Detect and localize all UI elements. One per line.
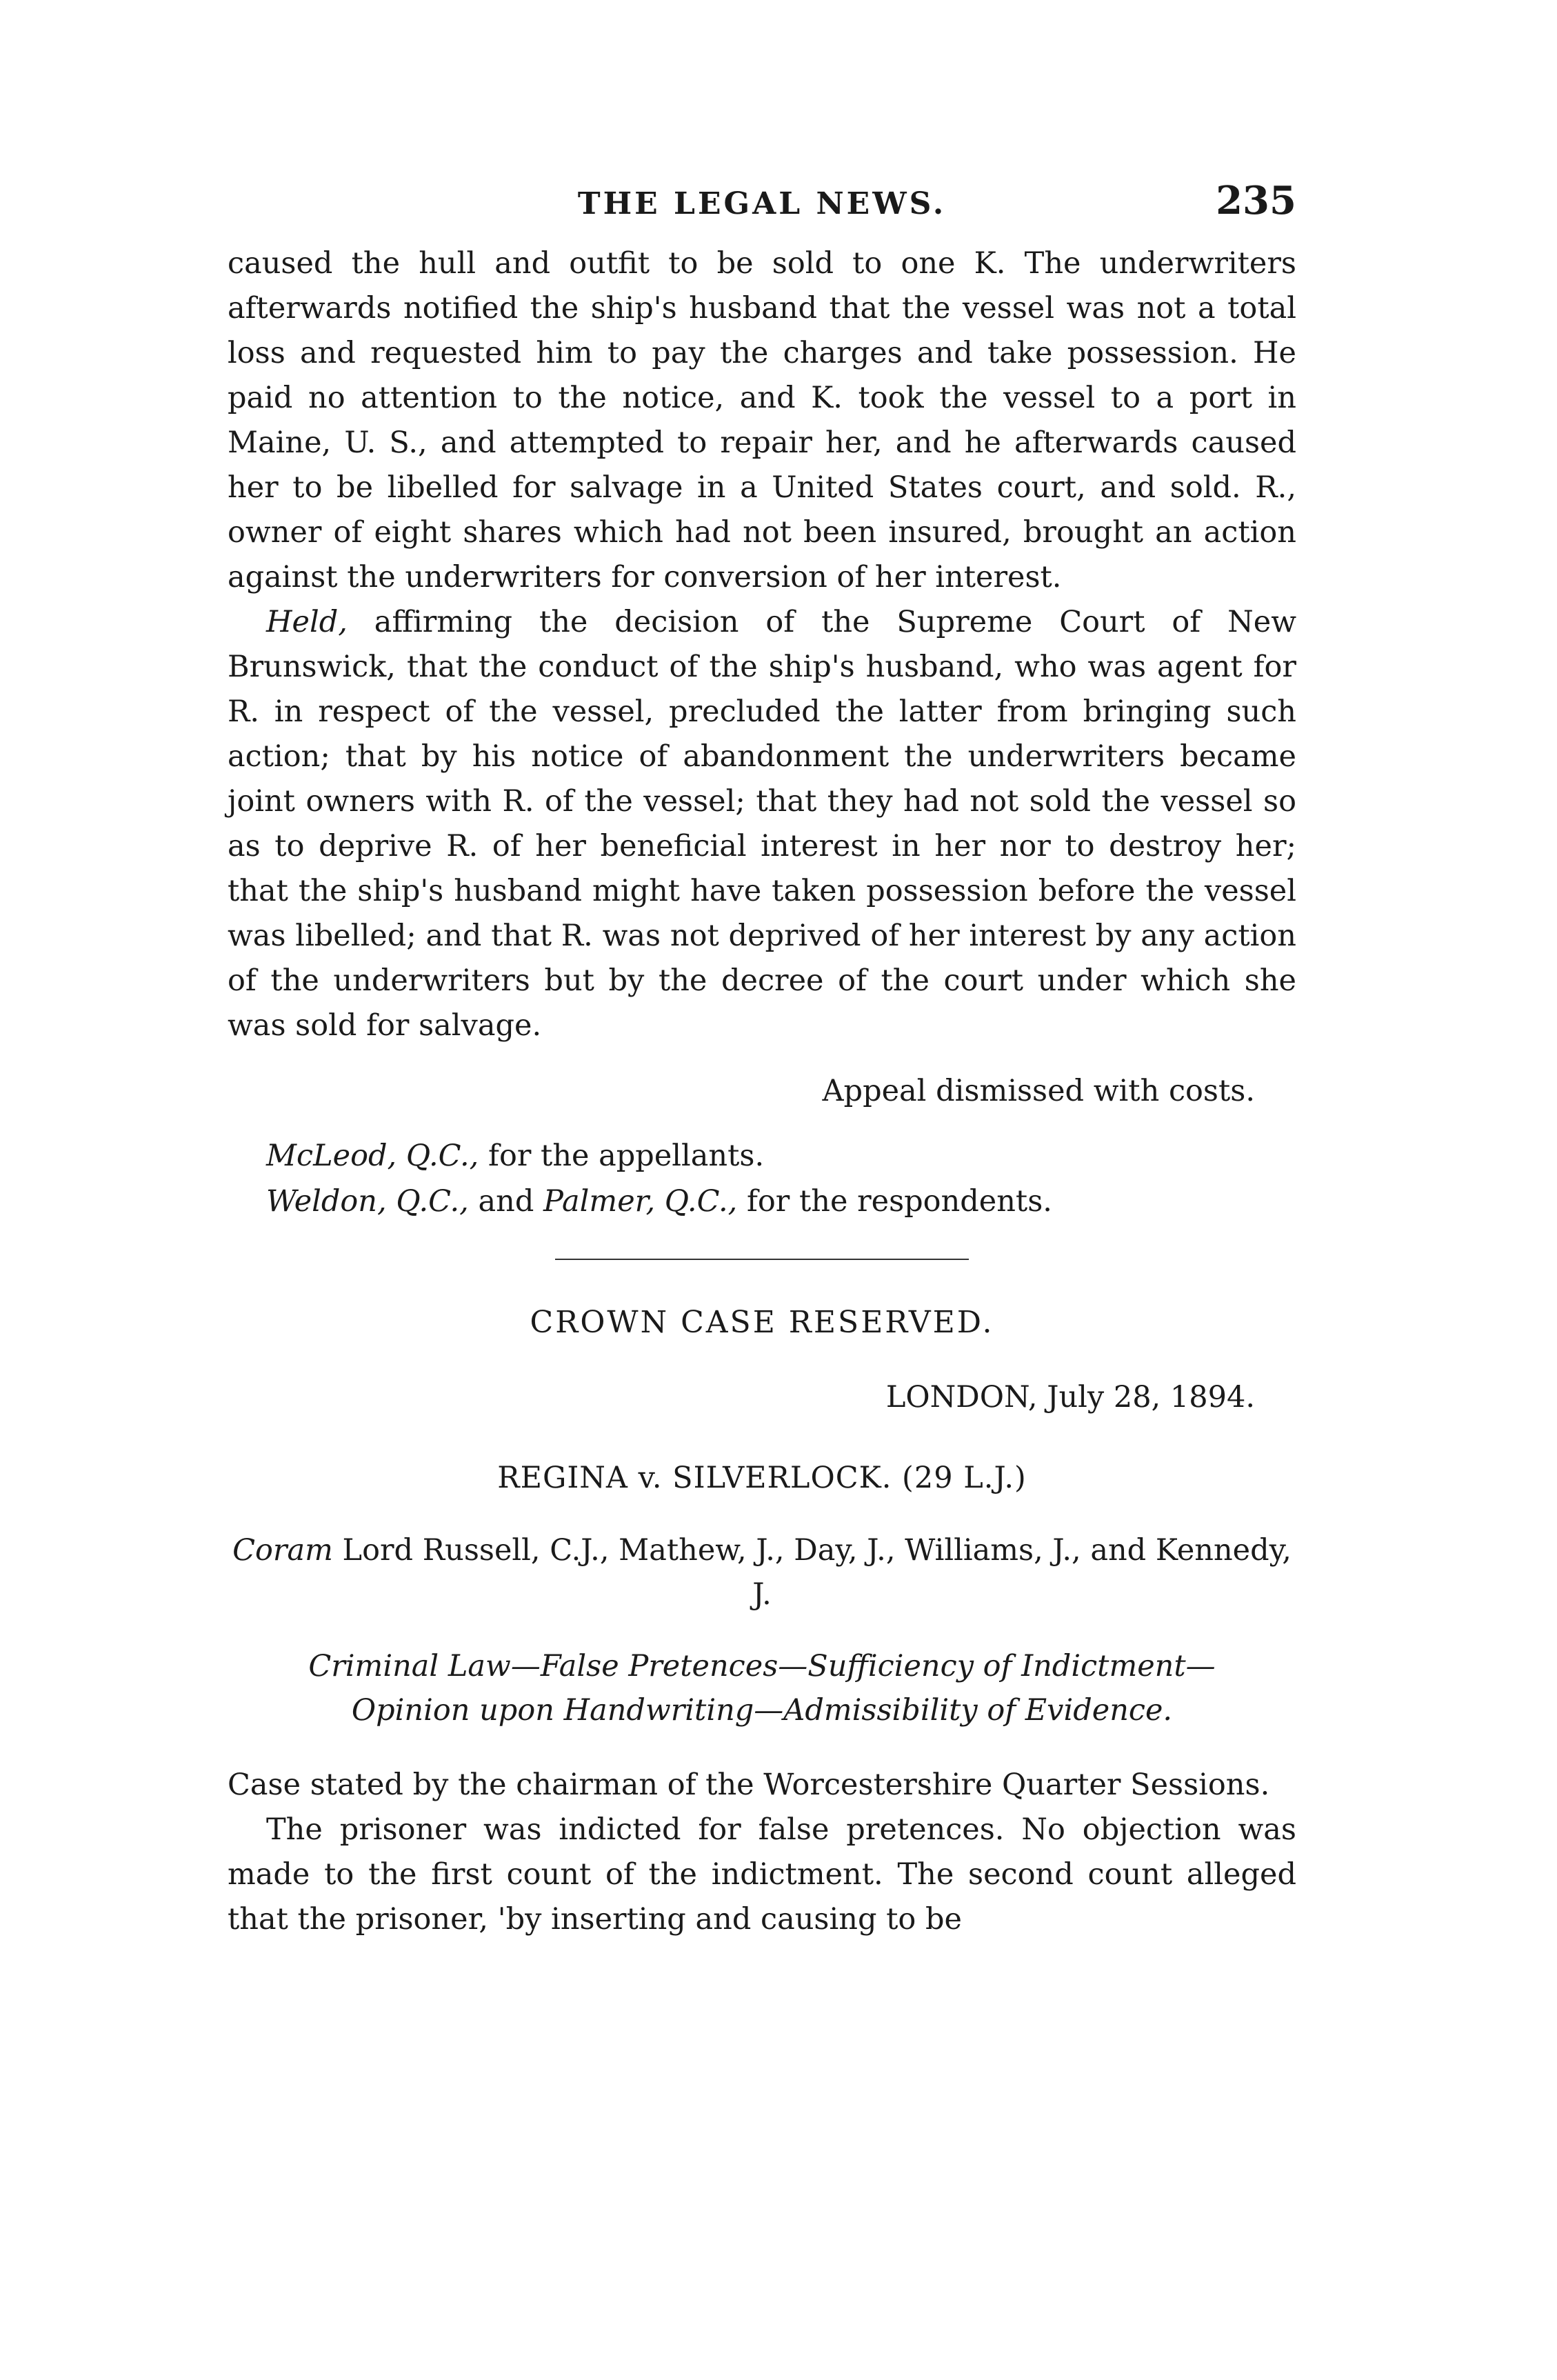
document-page (228, 172, 1296, 1942)
section-divider (555, 1259, 969, 1260)
disposition: Appeal dismissed with costs. (822, 1074, 1255, 1108)
case-name: REGINA v. SILVERLOCK. (29 L.J.) (497, 1461, 1027, 1495)
coram-text: Lord Russell, C.J., Mathew, J., Day, J., Williams, J., and Kennedy, J. (332, 1533, 1292, 1612)
counsel-respondents-name-2: Palmer, Q.C., (543, 1184, 738, 1219)
case-stated-paragraph: Case stated by the chairman of the Worcestershire Quarter Sessions. (228, 1768, 1270, 1802)
counsel-block (266, 1133, 1296, 1224)
counsel-respondents-name-1: Weldon, Q.C., (266, 1184, 469, 1219)
page-number: 235 (1216, 178, 1296, 223)
coram-lead: Coram (232, 1533, 333, 1568)
coram-line (228, 1528, 1296, 1617)
prisoner-paragraph: The prisoner was indicted for false pretences. No objection was made to the first count of the indictment. The second count alleged that the prisoner, 'by inserting and causing to be (228, 1812, 1296, 1937)
headnote (228, 1644, 1296, 1732)
counsel-appellants-name: McLeod, Q.C., (266, 1139, 479, 1173)
page-header (228, 172, 1296, 228)
held-text: affirming the decision of the Supreme Court of New Brunswick, that the conduct of the ship's husband, who was agent for R. in respect of the vessel, precluded the latter from bringing such action; that by his notice of abandonment the underwriters became joint owners with R. of the vessel; that they had not sold the vessel so as to deprive R. of her beneficial interest in her nor to destroy her; that the ship's husband might have taken possession before the vessel was libelled; and that R. was not deprived of her interest by any action of the underwriters but by the decree of the court under which she was sold for salvage. (228, 605, 1296, 1043)
document-body (228, 241, 1296, 1942)
counsel-appellants-text: for the appellants. (479, 1139, 765, 1173)
counsel-respondents-mid: and (468, 1184, 544, 1219)
dateline: LONDON, July 28, 1894. (885, 1380, 1255, 1414)
section-heading: CROWN CASE RESERVED. (530, 1305, 994, 1340)
held-paragraph (228, 600, 1296, 1048)
headnote-line-1: Criminal Law—False Pretences—Sufficiency of Indictment— (308, 1649, 1216, 1683)
counsel-appellants (266, 1133, 1296, 1179)
counsel-respondents-text: for the respondents. (737, 1184, 1052, 1219)
held-lead: Held, (266, 605, 348, 639)
opening-paragraph: caused the hull and outfit to be sold to one K. The underwriters afterwards notified the ship's husband that the vessel was not a total loss and requested him to pay the charges and take possession. He paid no attention to the notice, and K. took the vessel to a port in Maine, U. S., and attempted to repair her, and he afterwards caused her to be libelled for salvage in a United States court, and sold. R., owner of eight shares which had not been insured, brought an action against the underwriters for conversion of her interest. (228, 246, 1296, 594)
counsel-respondents (266, 1179, 1296, 1224)
headnote-line-2: Opinion upon Handwriting—Admissibility of Evidence. (351, 1693, 1173, 1728)
running-head: THE LEGAL NEWS. (577, 186, 947, 221)
